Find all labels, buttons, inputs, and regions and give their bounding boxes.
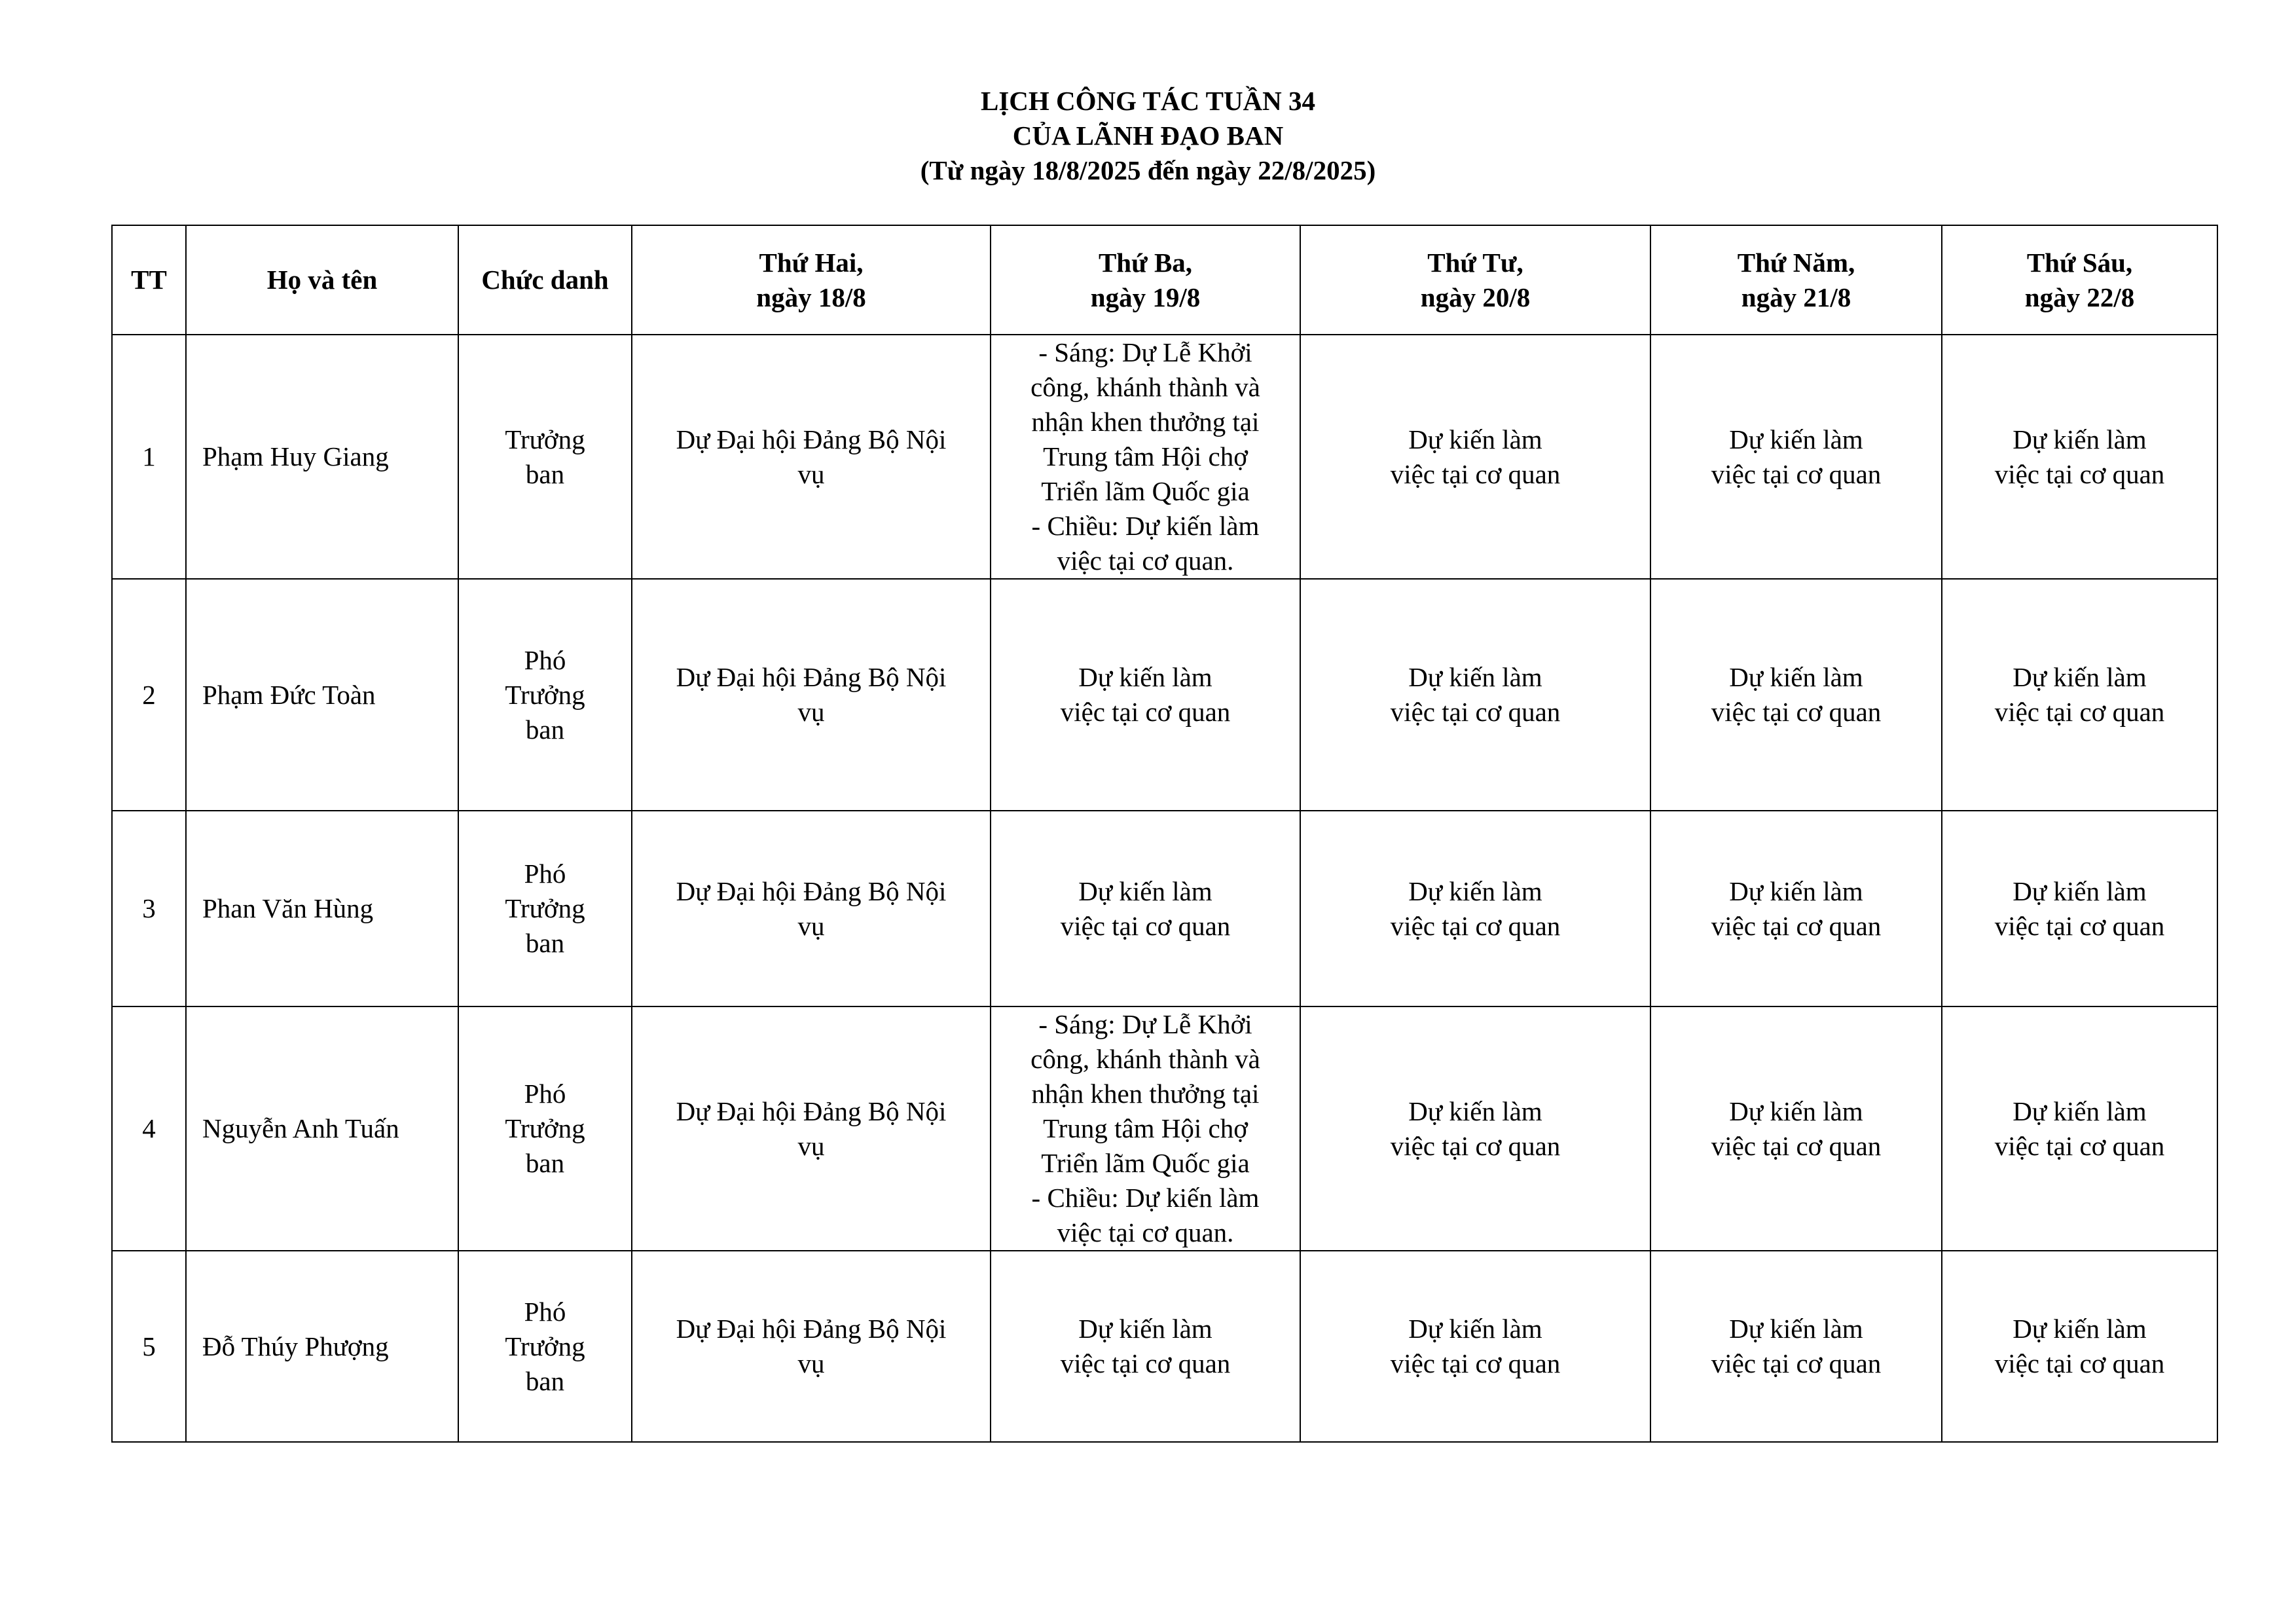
- cell-line: công, khánh thành và: [1030, 372, 1260, 402]
- tuesday-cell: [991, 811, 1300, 1006]
- header-tuesday-day: Thứ Ba,: [1098, 247, 1193, 278]
- cell-line: Dự kiến làm: [2013, 662, 2147, 692]
- table-row: [112, 1006, 2217, 1251]
- cell-line: Dự Đại hội Đảng Bộ Nội: [676, 1096, 947, 1126]
- position-line: Trưởng: [505, 679, 585, 710]
- cell-line: nhận khen thưởng tại: [1031, 407, 1260, 437]
- position-line: Phó: [524, 1296, 566, 1327]
- thursday-cell: [1650, 1006, 1942, 1251]
- cell-line: - Sáng: Dự Lễ Khởi: [1038, 1009, 1252, 1039]
- cell-line: Dự Đại hội Đảng Bộ Nội: [676, 424, 947, 454]
- thursday-cell: [1650, 335, 1942, 579]
- cell-line: - Sáng: Dự Lễ Khởi: [1038, 337, 1252, 367]
- position-line: Phó: [524, 644, 566, 675]
- header-friday: [1942, 225, 2217, 335]
- cell-line: Trung tâm Hội chợ: [1043, 1113, 1248, 1143]
- cell-line: Dự kiến làm: [2013, 1314, 2147, 1344]
- person-position: [458, 1251, 632, 1442]
- monday-cell: [632, 1006, 991, 1251]
- friday-cell: [1942, 1251, 2217, 1442]
- tuesday-cell: [991, 335, 1300, 579]
- cell-line: Dự kiến làm: [1408, 424, 1542, 454]
- cell-line: vụ: [797, 697, 825, 727]
- position-line: Phó: [524, 1079, 566, 1109]
- position-line: ban: [525, 928, 565, 958]
- cell-line: việc tại cơ quan: [1060, 697, 1231, 727]
- cell-line: Dự kiến làm: [1729, 662, 1863, 692]
- cell-line: Dự kiến làm: [1729, 1096, 1863, 1126]
- friday-cell: [1942, 579, 2217, 811]
- cell-line: việc tại cơ quan: [1994, 910, 2165, 941]
- position-line: ban: [525, 714, 565, 745]
- cell-line: Trung tâm Hội chợ: [1043, 441, 1248, 471]
- cell-line: Dự kiến làm: [1408, 876, 1542, 906]
- cell-line: việc tại cơ quan: [1994, 697, 2165, 727]
- tuesday-cell: [991, 579, 1300, 811]
- schedule-table: [111, 225, 2218, 1443]
- header-name: Họ và tên: [186, 225, 458, 335]
- person-position: [458, 811, 632, 1006]
- person-position: [458, 579, 632, 811]
- friday-cell: [1942, 335, 2217, 579]
- cell-line: việc tại cơ quan: [1390, 1130, 1561, 1161]
- header-tt: TT: [112, 225, 186, 335]
- cell-line: việc tại cơ quan: [1390, 458, 1561, 489]
- cell-line: vụ: [797, 910, 825, 941]
- position-line: Phó: [524, 858, 566, 889]
- cell-line: việc tại cơ quan: [1711, 1130, 1882, 1161]
- header-wednesday-date: ngày 20/8: [1420, 282, 1531, 312]
- monday-cell: [632, 335, 991, 579]
- monday-cell: [632, 811, 991, 1006]
- cell-line: việc tại cơ quan: [1711, 458, 1882, 489]
- cell-line: Dự Đại hội Đảng Bộ Nội: [676, 876, 947, 906]
- table-row: [112, 1251, 2217, 1442]
- header-friday-date: ngày 22/8: [2024, 282, 2135, 312]
- cell-line: việc tại cơ quan: [1060, 910, 1231, 941]
- title-line-1: LỊCH CÔNG TÁC TUẦN 34: [980, 86, 1316, 116]
- title-date-range: (Từ ngày 18/8/2025 đến ngày 22/8/2025): [920, 155, 1376, 185]
- header-thursday: [1650, 225, 1942, 335]
- header-wednesday-day: Thứ Tư,: [1427, 247, 1523, 278]
- cell-line: việc tại cơ quan: [1390, 910, 1561, 941]
- cell-line: việc tại cơ quan: [1060, 1348, 1231, 1378]
- cell-line: công, khánh thành và: [1030, 1044, 1260, 1074]
- header-tuesday: [991, 225, 1300, 335]
- cell-line: - Chiều: Dự kiến làm: [1031, 511, 1260, 541]
- cell-line: Dự Đại hội Đảng Bộ Nội: [676, 662, 947, 692]
- cell-line: việc tại cơ quan: [1390, 1348, 1561, 1378]
- cell-line: Triển lãm Quốc gia: [1041, 1148, 1250, 1178]
- header-monday: [632, 225, 991, 335]
- cell-line: việc tại cơ quan: [1994, 1348, 2165, 1378]
- table-row: [112, 811, 2217, 1006]
- header-position: Chức danh: [458, 225, 632, 335]
- friday-cell: [1942, 1006, 2217, 1251]
- person-name: Nguyễn Anh Tuấn: [186, 1006, 458, 1251]
- cell-line: - Chiều: Dự kiến làm: [1031, 1183, 1260, 1213]
- person-position: [458, 335, 632, 579]
- position-line: ban: [525, 458, 565, 489]
- header-thursday-day: Thứ Năm,: [1737, 247, 1855, 278]
- wednesday-cell: [1300, 811, 1650, 1006]
- person-position: [458, 1006, 632, 1251]
- person-name: Phạm Đức Toàn: [186, 579, 458, 811]
- row-number: 3: [112, 811, 186, 1006]
- row-number: 5: [112, 1251, 186, 1442]
- cell-line: Dự kiến làm: [1408, 1314, 1542, 1344]
- header-tuesday-date: ngày 19/8: [1090, 282, 1201, 312]
- cell-line: việc tại cơ quan: [1711, 697, 1882, 727]
- header-friday-day: Thứ Sáu,: [2026, 247, 2133, 278]
- cell-line: việc tại cơ quan.: [1057, 545, 1234, 576]
- cell-line: vụ: [797, 1348, 825, 1378]
- table-row: [112, 579, 2217, 811]
- cell-line: Dự Đại hội Đảng Bộ Nội: [676, 1314, 947, 1344]
- cell-line: nhận khen thưởng tại: [1031, 1079, 1260, 1109]
- friday-cell: [1942, 811, 2217, 1006]
- cell-line: Dự kiến làm: [2013, 876, 2147, 906]
- header-thursday-date: ngày 21/8: [1741, 282, 1851, 312]
- cell-line: việc tại cơ quan: [1711, 1348, 1882, 1378]
- tuesday-cell: [991, 1251, 1300, 1442]
- header-monday-day: Thứ Hai,: [759, 247, 864, 278]
- cell-line: việc tại cơ quan.: [1057, 1217, 1234, 1247]
- cell-line: Dự kiến làm: [1078, 662, 1212, 692]
- row-number: 2: [112, 579, 186, 811]
- cell-line: Dự kiến làm: [1729, 1314, 1863, 1344]
- cell-line: Dự kiến làm: [2013, 1096, 2147, 1126]
- thursday-cell: [1650, 1251, 1942, 1442]
- position-line: Trưởng: [505, 1113, 585, 1143]
- monday-cell: [632, 1251, 991, 1442]
- cell-line: việc tại cơ quan: [1711, 910, 1882, 941]
- cell-line: vụ: [797, 458, 825, 489]
- document-title: [0, 84, 2296, 188]
- tuesday-cell: [991, 1006, 1300, 1251]
- thursday-cell: [1650, 579, 1942, 811]
- table-row: [112, 335, 2217, 579]
- cell-line: Dự kiến làm: [1408, 662, 1542, 692]
- cell-line: Dự kiến làm: [1078, 1314, 1212, 1344]
- person-name: Đỗ Thúy Phượng: [186, 1251, 458, 1442]
- cell-line: việc tại cơ quan: [1390, 697, 1561, 727]
- row-number: 1: [112, 335, 186, 579]
- cell-line: Dự kiến làm: [2013, 424, 2147, 454]
- title-line-2: CỦA LÃNH ĐẠO BAN: [1012, 120, 1284, 151]
- header-monday-date: ngày 18/8: [756, 282, 866, 312]
- wednesday-cell: [1300, 1006, 1650, 1251]
- position-line: ban: [525, 1148, 565, 1178]
- position-line: Trưởng: [505, 1331, 585, 1361]
- cell-line: việc tại cơ quan: [1994, 1130, 2165, 1161]
- wednesday-cell: [1300, 579, 1650, 811]
- position-line: Trưởng: [505, 893, 585, 923]
- position-line: Trưởng: [505, 424, 585, 454]
- monday-cell: [632, 579, 991, 811]
- cell-line: Triển lãm Quốc gia: [1041, 476, 1250, 506]
- cell-line: Dự kiến làm: [1729, 424, 1863, 454]
- row-number: 4: [112, 1006, 186, 1251]
- position-line: ban: [525, 1365, 565, 1396]
- cell-line: Dự kiến làm: [1078, 876, 1212, 906]
- cell-line: vụ: [797, 1130, 825, 1161]
- thursday-cell: [1650, 811, 1942, 1006]
- cell-line: Dự kiến làm: [1408, 1096, 1542, 1126]
- header-wednesday: [1300, 225, 1650, 335]
- header-row: [112, 225, 2217, 335]
- wednesday-cell: [1300, 1251, 1650, 1442]
- person-name: Phan Văn Hùng: [186, 811, 458, 1006]
- cell-line: việc tại cơ quan: [1994, 458, 2165, 489]
- person-name: Phạm Huy Giang: [186, 335, 458, 579]
- cell-line: Dự kiến làm: [1729, 876, 1863, 906]
- wednesday-cell: [1300, 335, 1650, 579]
